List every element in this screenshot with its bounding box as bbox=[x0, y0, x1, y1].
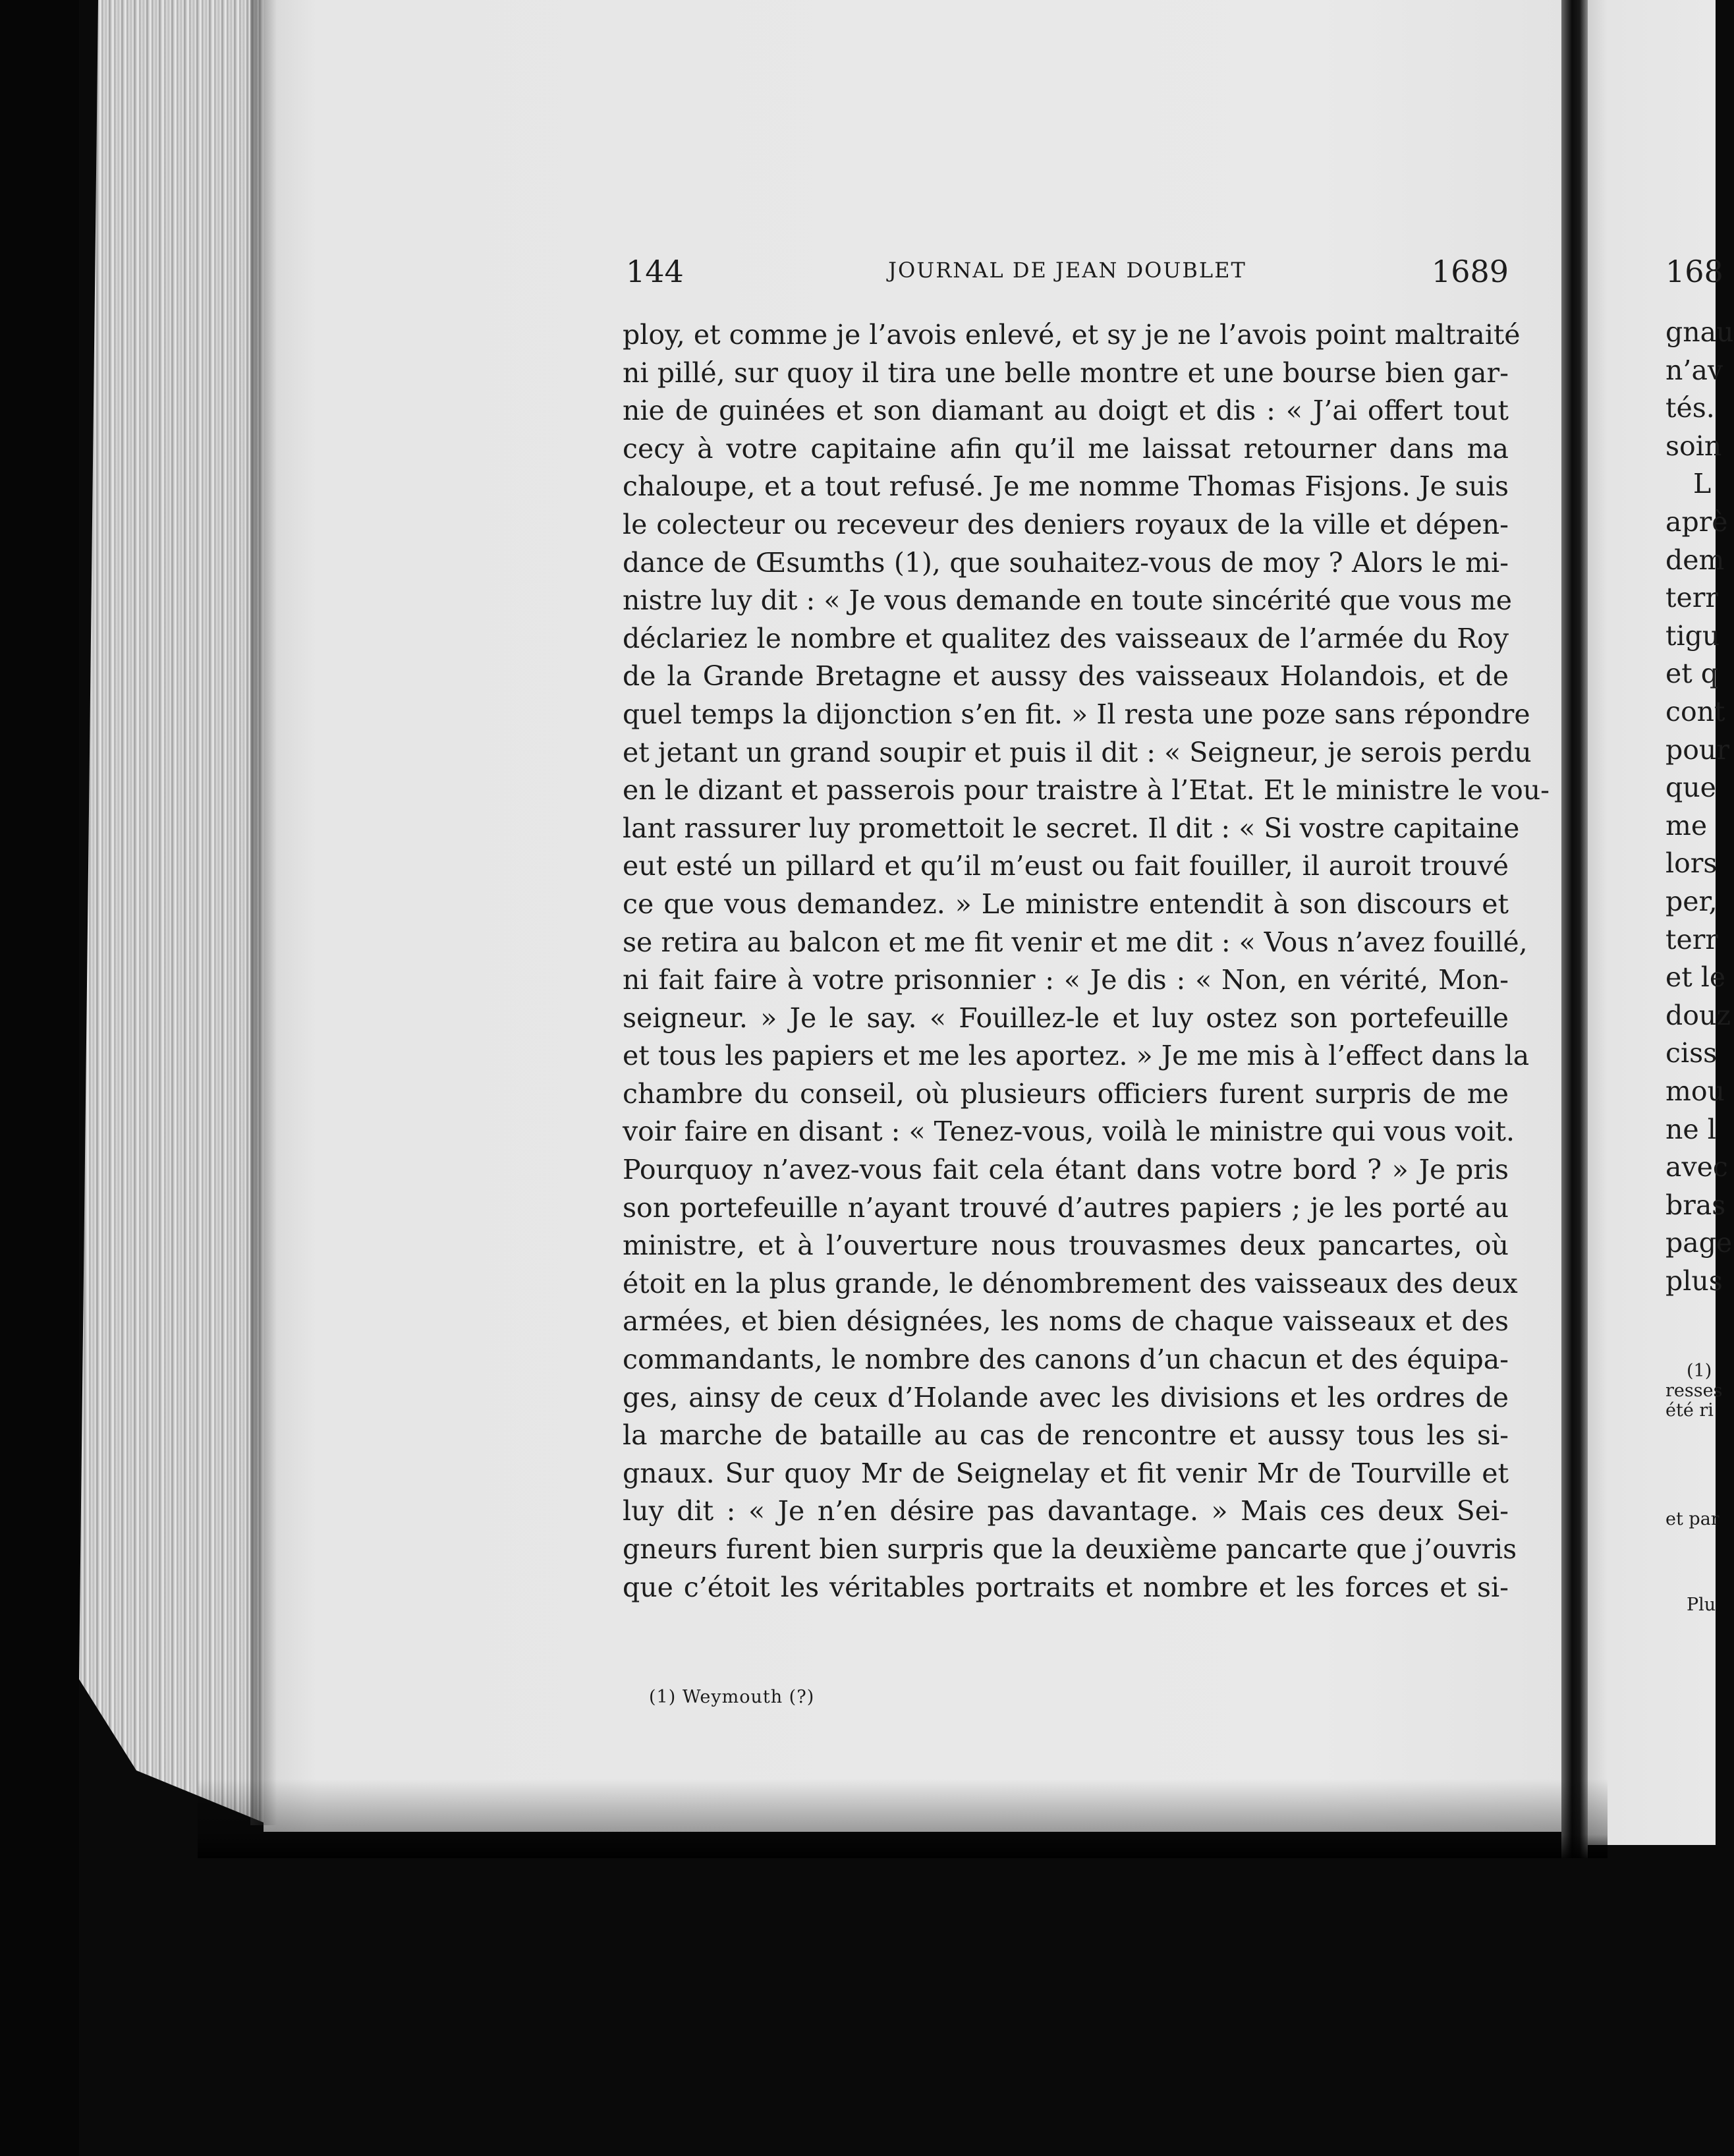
body-line: ni fait faire à votre prisonnier : « Je dis : « Non, en vérité, Mon- bbox=[623, 964, 1509, 996]
body-line: nie de guinées et son diamant au doigt et dis : « J’ai offert tout bbox=[623, 395, 1509, 427]
right-page-line-fragment: lors bbox=[1665, 847, 1718, 880]
body-text bbox=[623, 316, 1550, 1606]
right-page-footnote-fragment: été ri bbox=[1665, 1400, 1714, 1421]
fore-edge-shadow bbox=[250, 0, 277, 1825]
body-line: de la Grande Bretagne et aussy des vaisseaux Holandois, et de bbox=[623, 660, 1509, 693]
running-title: JOURNAL DE JEAN DOUBLET bbox=[888, 258, 1246, 283]
right-page-line-fragment: plus bbox=[1665, 1265, 1723, 1297]
body-line: ni pillé, sur quoy il tira une belle montre et une bourse bien gar- bbox=[623, 356, 1509, 389]
page-number: 144 bbox=[626, 254, 684, 289]
body-line: cecy à votre capitaine afin qu’il me laissat retourner dans ma bbox=[623, 432, 1509, 465]
book-fore-edge bbox=[79, 0, 270, 1825]
right-page-line-fragment: ne l bbox=[1665, 1113, 1716, 1145]
right-page-line-fragment: terr bbox=[1665, 923, 1718, 955]
body-line: le colecteur ou receveur des deniers royaux de la ville et dépen- bbox=[623, 508, 1509, 540]
body-line: chambre du conseil, où plusieurs officiers furent surpris de me bbox=[623, 1077, 1509, 1110]
right-page-footnote-fragment: resses bbox=[1665, 1380, 1723, 1401]
scanner-border bbox=[0, 0, 79, 2156]
right-page-line-fragment: mou bbox=[1665, 1075, 1725, 1107]
body-line: en le dizant et passerois pour traistre à l’Etat. Et le ministre le vou- bbox=[623, 774, 1550, 807]
body-line: ministre, et à l’ouverture nous trouvasmes deux pancartes, où bbox=[623, 1230, 1509, 1262]
body-line: se retira au balcon et me fit venir et me dit : « Vous n’avez fouillé, bbox=[623, 926, 1528, 958]
right-page-line-fragment: aprè bbox=[1665, 506, 1728, 538]
body-line: luy dit : « Je n’en désire pas davantage. » Mais ces deux Sei- bbox=[623, 1495, 1509, 1527]
footnote: (1) Weymouth (?) bbox=[649, 1687, 815, 1707]
body-line: dance de Œsumths (1), que souhaitez-vous de moy ? Alors le mi- bbox=[623, 546, 1509, 579]
body-line: que c’étoit les véritables portraits et nombre et les forces et si- bbox=[623, 1571, 1509, 1603]
right-page-line-fragment: pour bbox=[1665, 733, 1729, 766]
right-page-line-fragment: douz bbox=[1665, 999, 1731, 1031]
body-line: son portefeuille n’ayant trouvé d’autres papiers ; je les porté au bbox=[623, 1191, 1509, 1224]
body-line: nistre luy dit : « Je vous demande en toute sincérité que vous me bbox=[623, 584, 1513, 617]
right-page-line-fragment: bras bbox=[1665, 1189, 1726, 1221]
body-line: ploy, et comme je l’avois enlevé, et sy je ne l’avois point maltraité bbox=[623, 319, 1521, 351]
right-page-number-fragment: 168 bbox=[1665, 254, 1723, 289]
right-page-line-fragment: gnau bbox=[1665, 316, 1734, 348]
body-line: gnaux. Sur quoy Mr de Seignelay et fit venir Mr de Tourville et bbox=[623, 1457, 1509, 1489]
right-page-line-fragment: tés. bbox=[1665, 392, 1715, 424]
body-line: et tous les papiers et me les aportez. » Je me mis à l’effect dans la bbox=[623, 1040, 1530, 1072]
right-page-line-fragment: soin bbox=[1665, 430, 1722, 462]
body-line: la marche de bataille au cas de rencontre et aussy tous les si- bbox=[623, 1419, 1509, 1452]
right-page-footnote-fragment: et par bbox=[1665, 1509, 1720, 1529]
right-page-line-fragment: et le bbox=[1665, 961, 1726, 994]
right-page-line-fragment: me bbox=[1665, 809, 1708, 841]
body-line: eut esté un pillard et qu’il m’eust ou fait fouiller, il auroit trouvé bbox=[623, 850, 1509, 882]
right-page-line-fragment: per, bbox=[1665, 886, 1718, 917]
right-page-line-fragment: que bbox=[1665, 772, 1716, 804]
book-gutter bbox=[1561, 0, 1588, 1858]
right-page-line-fragment: terr bbox=[1665, 582, 1718, 614]
body-line: voir faire en disant : « Tenez-vous, voilà le ministre qui vous voit. bbox=[623, 1116, 1515, 1148]
body-line: ges, ainsy de ceux d’Holande avec les divisions et les ordres de bbox=[623, 1381, 1509, 1413]
body-line: étoit en la plus grande, le dénombrement des vaisseaux des deux bbox=[623, 1267, 1518, 1299]
running-year: 1689 bbox=[1431, 254, 1509, 289]
right-page-line-fragment: page bbox=[1665, 1227, 1733, 1259]
right-page-footnote-fragment: (1) bbox=[1687, 1361, 1712, 1381]
right-page-line-fragment: tigu bbox=[1665, 619, 1720, 652]
right-page-line-fragment: et q bbox=[1665, 658, 1719, 690]
right-page-line-fragment: n’av bbox=[1665, 354, 1723, 386]
body-line: ce que vous demandez. » Le ministre entendit à son discours et bbox=[623, 888, 1509, 920]
body-line: Pourquoy n’avez-vous fait cela étant dans votre bord ? » Je pris bbox=[623, 1154, 1509, 1186]
body-line: commandants, le nombre des canons d’un chacun et des équipa- bbox=[623, 1344, 1509, 1376]
page-bottom-shadow bbox=[198, 1779, 1608, 1858]
body-line: seigneur. » Je le say. « Fouillez-le et luy ostez son portefeuille bbox=[623, 1002, 1509, 1034]
body-line: déclariez le nombre et qualitez des vaisseaux de l’armée du Roy bbox=[623, 622, 1509, 654]
body-line: armées, et bien désignées, les noms de chaque vaisseaux et des bbox=[623, 1305, 1509, 1338]
right-page-footnote-fragment: Plu bbox=[1687, 1595, 1716, 1615]
right-page-line-fragment: L bbox=[1693, 468, 1712, 500]
body-line: chaloupe, et a tout refusé. Je me nomme Thomas Fisjons. Je suis bbox=[623, 470, 1509, 503]
right-page-line-fragment: ciss bbox=[1665, 1037, 1718, 1069]
body-line: quel temps la dijonction s’en fit. » Il resta une poze sans répondre bbox=[623, 698, 1530, 730]
body-line: et jetant un grand soupir et puis il dit : « Seigneur, je serois perdu bbox=[623, 736, 1532, 768]
running-head bbox=[626, 254, 1509, 300]
body-line: lant rassurer luy promettoit le secret. Il dit : « Si vostre capitaine bbox=[623, 812, 1520, 844]
body-line: gneurs furent bien surpris que la deuxième pancarte que j’ouvris bbox=[623, 1533, 1517, 1565]
right-page-line-fragment: avec bbox=[1665, 1151, 1728, 1183]
right-page-line-fragment: dem bbox=[1665, 544, 1725, 576]
right-page-line-fragment: cont bbox=[1665, 696, 1725, 727]
